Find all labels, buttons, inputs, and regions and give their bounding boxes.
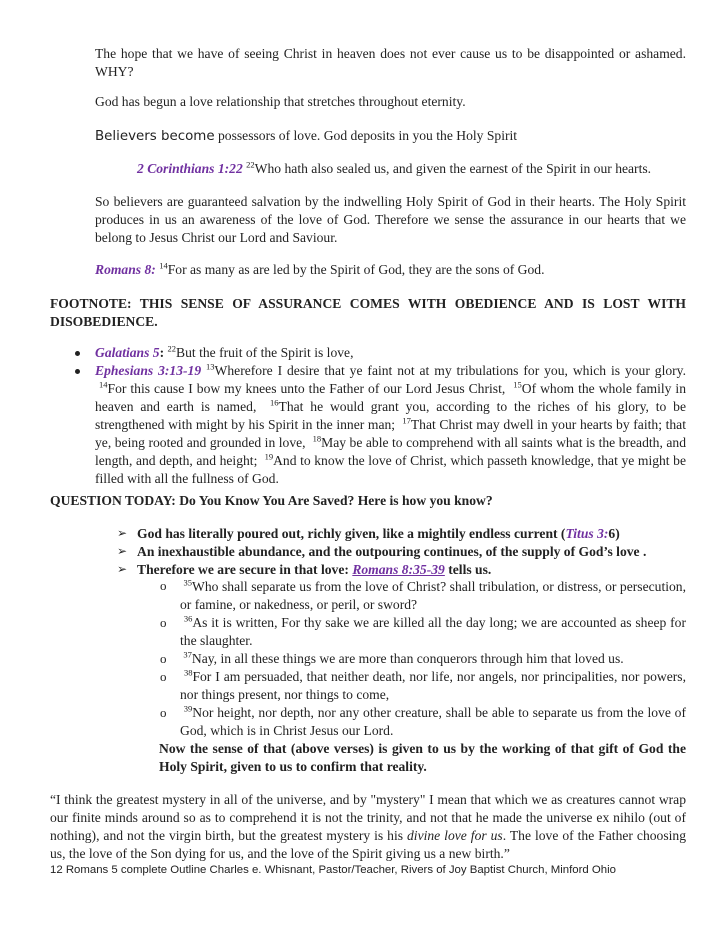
quote-part-1: “I think the greatest mystery in all of the universe, and by "mystery" I mean that which we as creatures cannot wrap our finite minds around so as to comprehend it is not the trinity, and not that he made the universe ex nihilo (out of nothing), and not the virgin birth, but the greatest mystery is his bbox=[50, 792, 686, 843]
verse-text: That he would grant you, according to the riches of his glory, to be strengthened with might by his Spirit in the inner man; bbox=[95, 399, 686, 432]
verse-number: 22 bbox=[167, 343, 177, 354]
arrow-bullet-icon: ➢ bbox=[117, 562, 128, 576]
verse-text: Who shall separate us from the love of Christ? shall tribulation, or distress, or persecution, or famine, or nakedness, or peril, or sword? bbox=[180, 579, 686, 612]
bullet-ephesians bbox=[95, 362, 686, 488]
sub-bullet-marker: o bbox=[160, 669, 167, 684]
verse-number: 18 bbox=[312, 433, 322, 444]
verse-35 bbox=[180, 578, 686, 614]
scripture-ref: Galatians 5 bbox=[95, 345, 160, 360]
verse-number: 22 bbox=[246, 159, 255, 170]
arrow-end: tells us. bbox=[444, 562, 492, 577]
arrow-item-poured-out bbox=[137, 525, 697, 543]
footnote-heading: FOOTNOTE: THIS SENSE OF ASSURANCE COMES WITH OBEDIENCE AND IS LOST WITH DISOBEDIENCE. bbox=[50, 296, 686, 329]
arrow-item-secure bbox=[137, 561, 697, 579]
paragraph-love-relationship: God has begun a love relationship that stretches throughout eternity. bbox=[95, 94, 466, 109]
verse-number: 37 bbox=[183, 649, 192, 660]
arrow-text: Therefore we are secure in that love: bbox=[137, 562, 353, 577]
verse-text: Nor height, nor depth, nor any other creature, shall be able to separate us from the love of God, which is in Christ Jesus our Lord. bbox=[180, 705, 686, 738]
verse-text: But the fruit of the Spirit is love, bbox=[176, 345, 354, 360]
verse-36 bbox=[180, 614, 686, 650]
sub-bullet-marker: o bbox=[160, 705, 167, 720]
bullet-dot bbox=[75, 351, 80, 356]
verse-text: Wherefore I desire that ye faint not at my tribulations for you, which is your glory. bbox=[214, 363, 686, 378]
verse-text: May be able to comprehend with all saints what is the breadth, and length, and depth, and height; bbox=[95, 435, 686, 468]
verse-39 bbox=[180, 704, 686, 740]
verse-number: 39 bbox=[183, 703, 193, 714]
verse-text: And to know the love of Christ, which passeth knowledge, that ye might be filled with all the fullness of God. bbox=[95, 453, 687, 486]
sub-bullet-marker: o bbox=[160, 615, 167, 630]
verse-text: That Christ may dwell in your hearts by faith; that ye, being rooted and grounded in love, bbox=[95, 417, 686, 450]
summary-paragraph: Now the sense of that (above verses) is given to us by the working of that gift of God the Holy Spirit, given to us to confirm that reality. bbox=[159, 741, 686, 774]
scripture-ref: Titus 3: bbox=[565, 526, 609, 541]
verse-romans-8-14 bbox=[95, 261, 686, 279]
verse-number: 35 bbox=[183, 577, 193, 588]
scripture-ref-link[interactable]: Romans 8:35-39 bbox=[352, 562, 445, 577]
scripture-ref: 2 Corinthians 1:22 bbox=[137, 161, 243, 176]
paragraph-assurance: So believers are guaranteed salvation by the indwelling Holy Spirit of God in their hearts. The Holy Spirit produces in us an awareness of the love of God. Therefore we sense the assurance in our hearts that we belong to Jesus Christ our Lord and Saviour. bbox=[95, 194, 686, 245]
verse-number: 15 bbox=[513, 379, 522, 390]
verse-text: For I am persuaded, that neither death, nor life, nor angels, nor principalities, nor powers, nor things present, nor things to come, bbox=[180, 669, 686, 702]
quote-emphasis: divine love for us bbox=[407, 828, 503, 843]
arrow-item-abundance: An inexhaustible abundance, and the outpouring continues, of the supply of God’s love . bbox=[137, 544, 647, 559]
verse-number: 19 bbox=[264, 451, 274, 462]
page-footer: 12 Romans 5 complete Outline Charles e. Whisnant, Pastor/Teacher, Rivers of Joy Baptist Church, Minford Ohio bbox=[50, 864, 616, 876]
quote-paragraph bbox=[50, 791, 686, 863]
bullet-galatians bbox=[95, 344, 686, 362]
verse-2-corinthians bbox=[137, 160, 697, 178]
verse-number: 38 bbox=[183, 667, 193, 678]
verse-number: 14 bbox=[159, 260, 168, 271]
question-heading: QUESTION TODAY: Do You Know You Are Saved? Here is how you know? bbox=[50, 493, 493, 508]
quote-part-2: . The love of the Father choosing us, the love of the Son dying for us, and the love of the Spirit giving us a new birth.” bbox=[50, 828, 686, 861]
verse-37 bbox=[180, 650, 686, 668]
bullet-dot bbox=[75, 369, 80, 374]
arrow-bullet-icon: ➢ bbox=[117, 526, 128, 540]
verse-text: Nay, in all these things we are more than conquerors through him that loved us. bbox=[191, 651, 624, 666]
paragraph-hope: The hope that we have of seeing Christ in heaven does not ever cause us to be disappointed or ashamed. WHY? bbox=[95, 46, 686, 79]
sub-bullet-marker: o bbox=[160, 578, 167, 593]
paragraph-believers bbox=[95, 127, 686, 146]
verse-38 bbox=[180, 668, 686, 704]
ref-colon: : bbox=[159, 345, 165, 360]
believers-lead: Believers become bbox=[95, 129, 215, 144]
scripture-ref: Romans 8: bbox=[95, 262, 156, 277]
verse-number: 17 bbox=[402, 415, 411, 426]
verse-number: 13 bbox=[206, 361, 215, 372]
verse-number: 16 bbox=[270, 397, 279, 408]
sub-bullet-marker: o bbox=[160, 651, 167, 666]
verse-text: Of whom the whole family in heaven and earth is named, bbox=[95, 381, 686, 414]
scripture-ref: Ephesians 3:13-19 bbox=[95, 363, 202, 378]
verse-text: As it is written, For thy sake we are killed all the day long; we are accounted as sheep for the slaughter. bbox=[180, 615, 686, 648]
arrow-end: 6) bbox=[608, 526, 620, 541]
arrow-bullet-icon: ➢ bbox=[117, 544, 128, 558]
verse-number: 14 bbox=[99, 379, 108, 390]
verse-text: Who hath also sealed us, and given the earnest of the Spirit in our hearts. bbox=[254, 161, 652, 176]
arrow-text: God has literally poured out, richly given, like a mightily endless current ( bbox=[137, 526, 566, 541]
verse-text: For this cause I bow my knees unto the Father of our Lord Jesus Christ, bbox=[107, 381, 506, 396]
believers-rest: possessors of love. God deposits in you the Holy Spirit bbox=[214, 128, 518, 143]
verse-number: 36 bbox=[183, 613, 193, 624]
verse-text: For as many as are led by the Spirit of God, they are the sons of God. bbox=[167, 262, 545, 277]
